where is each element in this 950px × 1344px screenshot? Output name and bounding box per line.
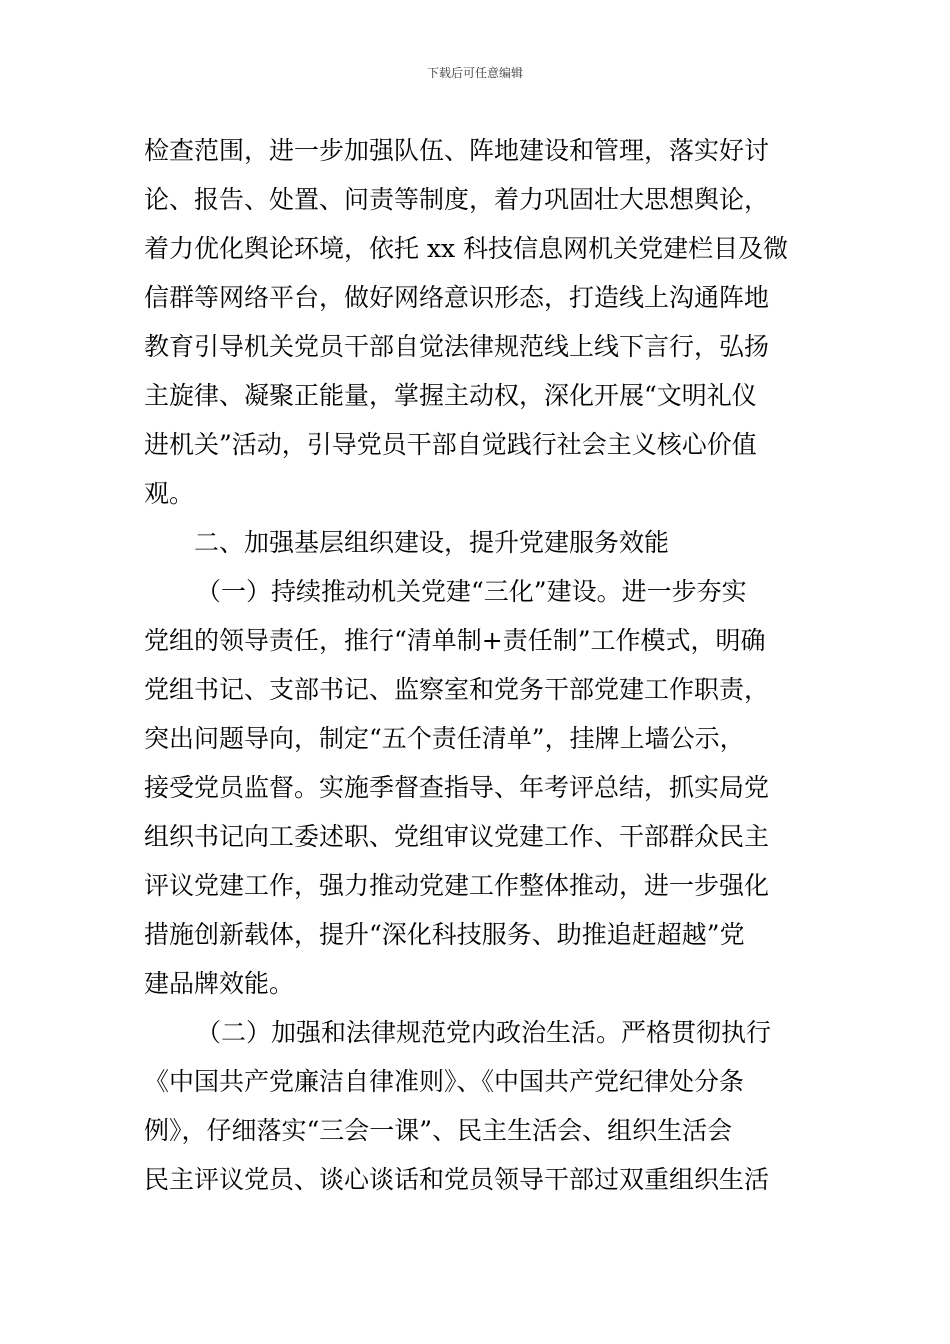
text-line: 建品牌效能。: [144, 969, 295, 998]
text-line: 例》，仔细落实“三会一课”、民主生活会、组织生活会: [144, 1116, 733, 1145]
text-line: 论、报告、处置、问责等制度，着力巩固壮大思想舆论，: [144, 185, 770, 214]
text-line: （一）持续推动机关党建“三化”建设。进一步夯实: [196, 577, 747, 606]
document-body: [144, 126, 808, 1204]
text-line: 检查范围，进一步加强队伍、阵地建设和管理，落实好讨: [144, 136, 770, 165]
text-line: 民主评议党员、谈心谈话和党员领导干部过双重组织生活: [144, 1165, 770, 1194]
text-line: 进机关”活动，引导党员干部自觉践行社会主义核心价值: [144, 430, 757, 459]
text-line: 观。: [144, 479, 195, 508]
text-line: 《中国共产党廉洁自律准则》、《中国共产党纪律处分条: [144, 1067, 745, 1096]
text-line: 党组的领导责任，推行“清单制+责任制”工作模式，明确: [144, 626, 766, 655]
text-line: 党组书记、支部书记、监察室和党务干部党建工作职责，: [144, 675, 770, 704]
text-line: 突出问题导向，制定“五个责任清单”，挂牌上墙公示，: [144, 724, 745, 753]
text-line: 评议党建工作，强力推动党建工作整体推动，进一步强化: [144, 871, 770, 900]
text-line: 措施创新载体，提升“深化科技服务、助推追赶超越”党: [144, 920, 745, 949]
text-line: 组织书记向工委述职、党组审议党建工作、干部群众民主: [144, 822, 770, 851]
section-heading: 二、加强基层组织建设，提升党建服务效能: [194, 528, 670, 557]
page-header: 下载后可任意编辑: [426, 66, 523, 80]
text-line: 信群等网络平台，做好网络意识形态，打造线上沟通阵地: [144, 283, 770, 312]
text-line: 教育引导机关党员干部自觉法律规范线上线下言行，弘扬: [144, 332, 770, 361]
text-line: 接受党员监督。实施季督查指导、年考评总结，抓实局党: [144, 773, 770, 802]
text-line: 主旋律、凝聚正能量，掌握主动权，深化开展“文明礼仪: [144, 381, 757, 410]
text-line: （二）加强和法律规范党内政治生活。严格贯彻执行: [196, 1018, 772, 1047]
text-line: 着力优化舆论环境，依托 xx 科技信息网机关党建栏目及微: [144, 234, 789, 263]
